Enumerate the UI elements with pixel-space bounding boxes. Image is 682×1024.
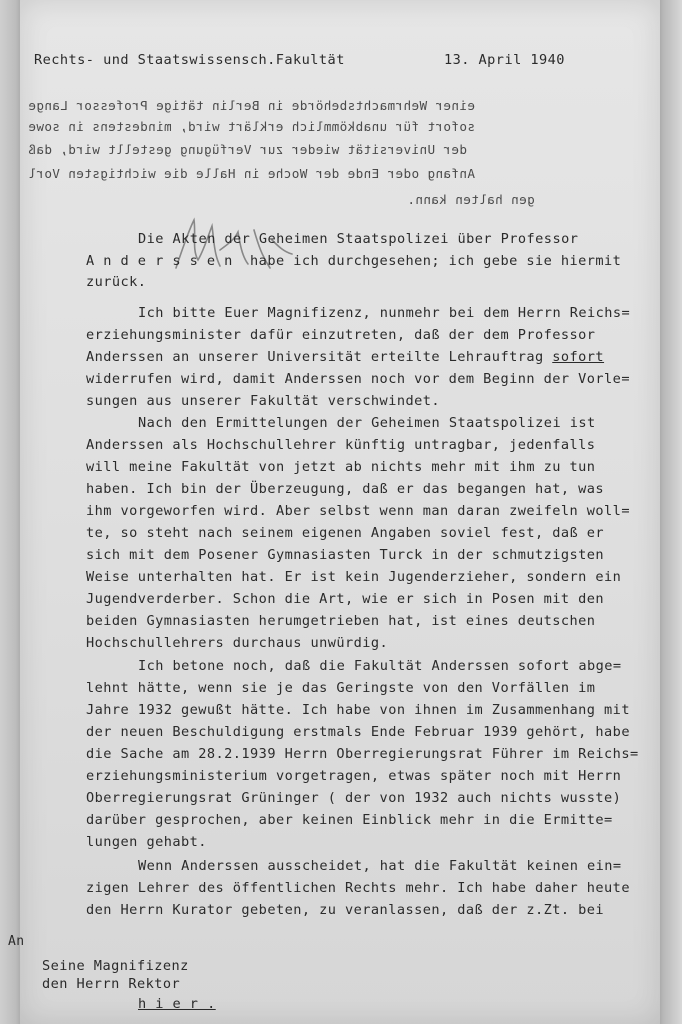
- body-line: Hochschullehrers durchaus unwürdig.: [86, 635, 389, 651]
- document-page: [20, 0, 660, 1024]
- body-line: beiden Gymnasiasten herumgetrieben hat, ist eines deutschen: [86, 613, 596, 629]
- body-line: erziehungsministerium vorgetragen, etwas später noch mit Herrn: [86, 768, 622, 784]
- emphasis-word: sofort: [552, 349, 605, 365]
- body-line: Nach den Ermittelungen der Geheimen Staatspolizei ist: [138, 415, 596, 431]
- body-line: ihm vorgeworfen wird. Aber selbst wenn man daran zweifeln woll=: [86, 503, 630, 519]
- body-line: Wenn Anderssen ausscheidet, hat die Fakultät keinen ein=: [138, 858, 622, 874]
- address-line: den Herrn Rektor: [42, 976, 181, 992]
- body-line: Oberregierungsrat Grüninger ( der von 1932 auch nichts wusste): [86, 790, 622, 806]
- body-line: [86, 347, 604, 367]
- body-line: Ich bitte Euer Magnifizenz, nunmehr bei dem Herrn Reichs=: [138, 305, 631, 321]
- body-line: te, so steht nach seinem eigenen Angaben soviel fest, daß er: [86, 525, 605, 541]
- address-prefix: An: [8, 934, 25, 949]
- body-line: A n d e r s s e n habe ich durchgesehen; ich gebe sie hiermit: [86, 253, 622, 269]
- body-line: zurück.: [86, 274, 147, 290]
- faculty-header: Rechts- und Staatswissensch.Fakultät: [34, 52, 345, 68]
- bleed-through-line: der Universität wieder zur Verfügung gestellt wird, daß: [28, 142, 468, 157]
- body-line: lehnt hätte, wenn sie je das Geringste von den Vorfällen im: [86, 680, 596, 696]
- body-line: Jugendverderber. Schon die Art, wie er sich in Posen mit den: [86, 591, 605, 607]
- bleed-through-line: gen halten kann.: [407, 192, 535, 207]
- body-line: darüber gesprochen, aber keinen Einblick mehr in die Ermitte=: [86, 812, 613, 828]
- body-line: Weise unterhalten hat. Er ist kein Jugenderzieher, sondern ein: [86, 569, 622, 585]
- body-line: der neuen Beschuldigung erstmals Ende Februar 1939 gehört, habe: [86, 724, 630, 740]
- body-line-text: Anderssen an unserer Universität erteilte Lehrauftrag: [86, 349, 544, 365]
- address-line: h i e r .: [138, 996, 216, 1012]
- body-line: widerrufen wird, damit Anderssen noch vor dem Beginn der Vorle=: [86, 371, 630, 387]
- body-line: erziehungsminister dafür einzutreten, daß der dem Professor: [86, 327, 596, 343]
- body-line: lungen gehabt.: [86, 834, 207, 850]
- body-line: Anderssen als Hochschullehrer künftig untragbar, jedenfalls: [86, 437, 596, 453]
- body-line: haben. Ich bin der Überzeugung, daß er das begangen hat, was: [86, 481, 605, 497]
- body-line: Jahre 1932 gewußt hätte. Ich habe von ihnen im Zusammenhang mit: [86, 702, 630, 718]
- letter-date: 13. April 1940: [444, 52, 565, 68]
- body-line: will meine Fakultät von jetzt ab nichts mehr mit ihm zu tun: [86, 459, 596, 475]
- bleed-through-line: einer Wehrmachtsbehörde in Berlin tätige Professor Lange: [28, 98, 475, 113]
- bleed-through-line: sofort für unabkömmlich erklärt wird, mindestens in sowe: [28, 119, 475, 134]
- body-line: Die Akten der Geheimen Staatspolizei über Professor: [138, 231, 579, 247]
- body-line: zigen Lehrer des öffentlichen Rechts mehr. Ich habe daher heute: [86, 880, 630, 896]
- body-line: die Sache am 28.2.1939 Herrn Oberregierungsrat Führer im Reichs=: [86, 746, 639, 762]
- body-line: den Herrn Kurator gebeten, zu veranlassen, daß der z.Zt. bei: [86, 902, 605, 918]
- address-line: Seine Magnifizenz: [42, 958, 189, 974]
- bleed-through-line: Anfang oder Ende der Woche in Halle die wichtigsten Vorl: [28, 166, 475, 181]
- body-line: Ich betone noch, daß die Fakultät Anderssen sofort abge=: [138, 658, 622, 674]
- body-line: sich mit dem Posener Gymnasiasten Turck in der schmutzigsten: [86, 547, 605, 563]
- body-line: sungen aus unserer Fakultät verschwindet.: [86, 393, 440, 409]
